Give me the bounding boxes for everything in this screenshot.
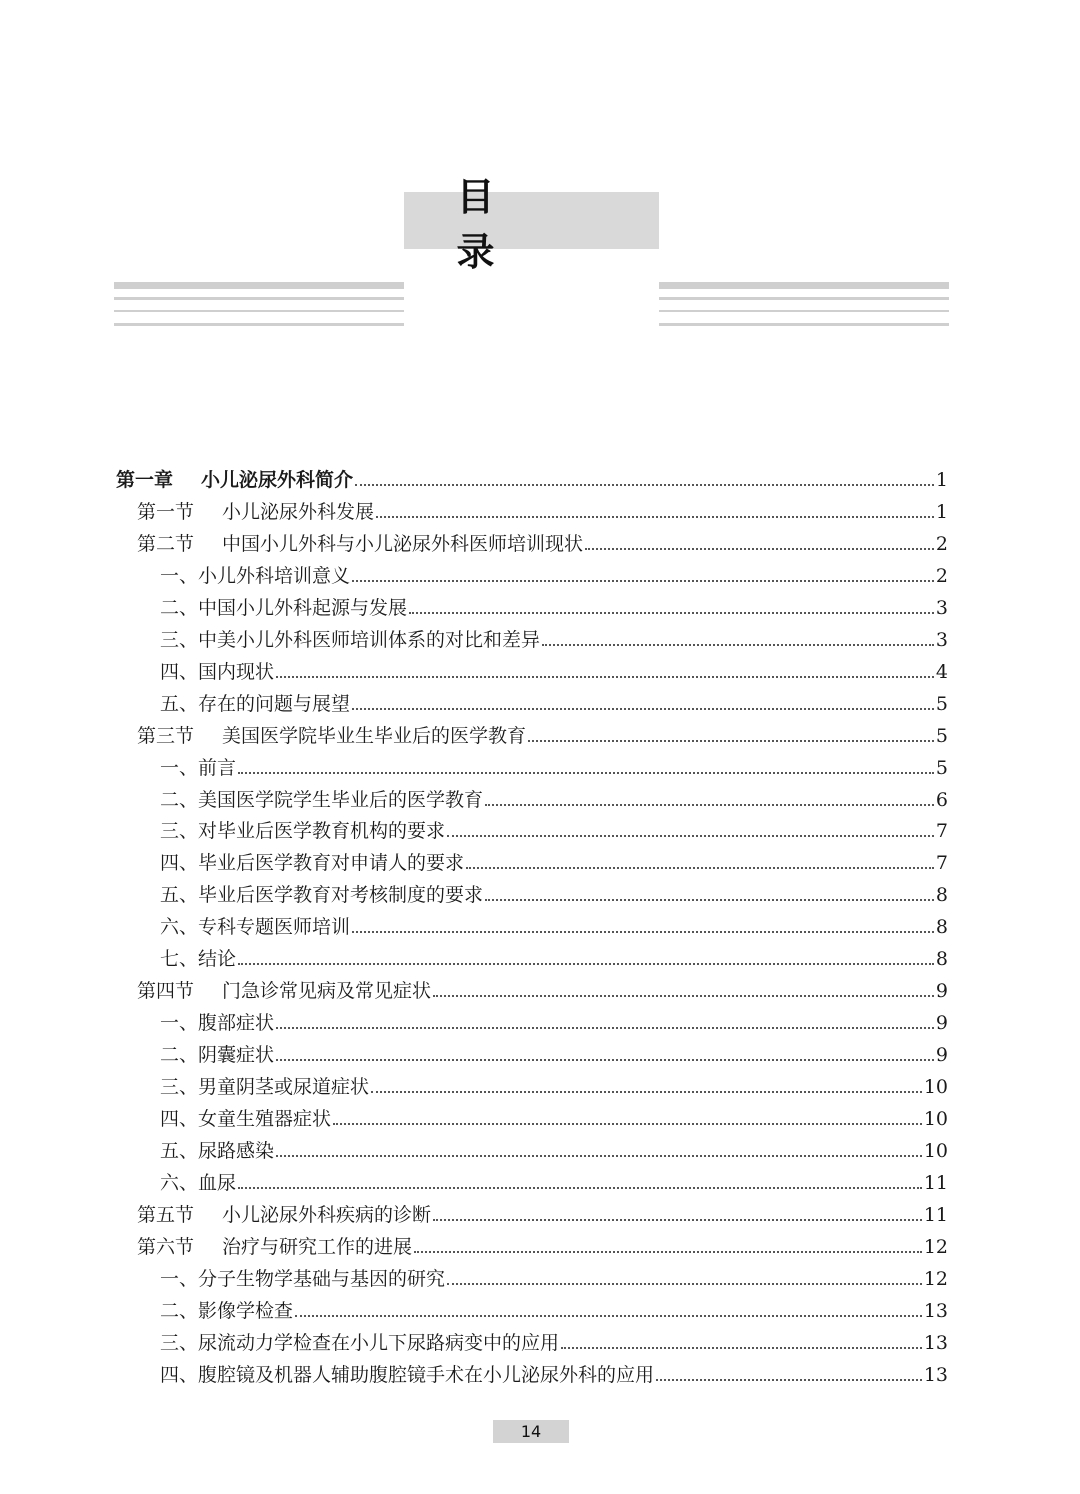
page-title: 目 录 — [404, 192, 659, 249]
toc-entry-label — [137, 724, 526, 748]
dot-leader — [656, 1379, 922, 1381]
toc-entry-prefix: 第一节 — [137, 500, 195, 523]
toc-entry-page: 10 — [923, 1076, 948, 1099]
toc-entry-page: 13 — [923, 1331, 948, 1354]
toc-entry-title: 二、美国医学院学生毕业后的医学教育 — [160, 788, 484, 811]
toc-entry-label — [160, 564, 350, 588]
toc-entry-page: 9 — [935, 1044, 948, 1067]
toc-entry-label — [160, 596, 407, 620]
toc-entry-label — [160, 947, 236, 971]
toc-entry-title: 五、尿路感染 — [160, 1139, 275, 1162]
dot-leader — [238, 963, 934, 965]
toc-entry[interactable] — [160, 879, 948, 907]
toc-entry-title: 六、血尿 — [160, 1171, 237, 1194]
toc-entry-label — [160, 1043, 274, 1067]
toc-entry-label — [137, 532, 583, 556]
toc-entry[interactable] — [160, 1359, 948, 1387]
toc-entry-page: 3 — [935, 596, 948, 619]
toc-entry-page: 11 — [923, 1203, 948, 1226]
toc-entry[interactable] — [160, 1007, 948, 1035]
toc-entry-page: 7 — [935, 852, 948, 875]
toc-entry-title: 七、结论 — [160, 948, 237, 971]
toc-entry-title: 二、影像学检查 — [160, 1299, 294, 1322]
toc-entry-label — [137, 1235, 412, 1259]
toc-entry-page: 3 — [935, 628, 948, 651]
toc-entry-title: 中国小儿外科与小儿泌尿外科医师培训现状 — [222, 532, 584, 555]
toc-entry-label — [160, 851, 464, 875]
toc-entry-page: 8 — [935, 916, 948, 939]
toc-entry-title: 五、毕业后医学教育对考核制度的要求 — [160, 884, 484, 907]
toc-entry-label — [160, 660, 274, 684]
toc-entry-title: 三、对毕业后医学教育机构的要求 — [160, 820, 446, 843]
dot-leader — [352, 931, 934, 933]
toc-entry-title: 治疗与研究工作的进展 — [222, 1235, 413, 1258]
toc-entry-page: 11 — [923, 1171, 948, 1194]
toc-entry-title: 门急诊常见病及常见症状 — [222, 980, 432, 1003]
toc-entry-label — [160, 756, 236, 780]
dot-leader — [466, 867, 934, 869]
toc-entry[interactable] — [160, 656, 948, 684]
toc-entry-page: 10 — [923, 1108, 948, 1130]
toc-entry[interactable] — [160, 943, 948, 971]
toc-entry-page: 2 — [935, 564, 948, 587]
toc-entry-title: 小儿泌尿外科疾病的诊断 — [222, 1203, 432, 1226]
dot-leader — [409, 612, 934, 614]
toc-entry[interactable] — [137, 720, 948, 748]
dot-leader — [276, 1027, 934, 1029]
dot-leader — [371, 1091, 922, 1093]
toc-entry-label — [160, 1011, 274, 1035]
toc-entry-label — [160, 788, 483, 812]
toc-entry-title: 一、分子生物学基础与基因的研究 — [160, 1267, 446, 1290]
toc-entry-label — [116, 468, 353, 492]
toc-entry-page: 12 — [923, 1267, 948, 1290]
toc-entry-label — [160, 628, 540, 652]
toc-entry-page: 1 — [935, 500, 948, 523]
dot-leader — [276, 676, 934, 678]
toc-entry[interactable] — [160, 592, 948, 620]
toc-entry[interactable] — [160, 1071, 948, 1099]
toc-entry-title: 六、专科专题医师培训 — [160, 916, 351, 939]
toc-entry-page: 13 — [923, 1363, 948, 1386]
toc-entry-title: 一、小儿外科培训意义 — [160, 564, 351, 587]
toc-entry-page: 7 — [935, 820, 948, 843]
toc-entry-label — [137, 500, 374, 524]
toc-entry[interactable] — [160, 1295, 948, 1323]
toc-entry-title: 三、中美小儿外科医师培训体系的对比和差异 — [160, 628, 541, 651]
toc-entry-title: 一、前言 — [160, 756, 237, 779]
toc-entry[interactable] — [137, 1199, 948, 1227]
toc-entry-page: 10 — [923, 1139, 948, 1162]
toc-entry[interactable] — [160, 784, 948, 812]
dot-leader — [352, 580, 934, 582]
toc-entry-title: 一、腹部症状 — [160, 1012, 275, 1035]
toc-entry-title: 小儿泌尿外科简介 — [201, 469, 354, 491]
toc-entry[interactable] — [116, 464, 948, 492]
dot-leader — [447, 1283, 922, 1285]
toc-entry-label — [160, 692, 350, 716]
dot-leader — [528, 740, 934, 742]
toc-entry[interactable] — [160, 560, 948, 588]
toc-entry[interactable] — [160, 624, 948, 652]
toc-entry-label — [137, 979, 431, 1003]
dot-leader — [561, 1347, 922, 1349]
toc-entry[interactable] — [160, 752, 948, 780]
toc-entry-page: 13 — [923, 1299, 948, 1322]
page-number: 14 — [493, 1420, 569, 1443]
toc-entry[interactable] — [160, 815, 948, 843]
toc-entry-prefix: 第二节 — [137, 532, 195, 555]
toc-entry-title: 四、国内现状 — [160, 660, 275, 683]
dot-leader — [276, 1155, 922, 1157]
decorative-rules-left — [114, 282, 404, 332]
toc-entry[interactable] — [160, 911, 948, 939]
toc-entry-label — [160, 1331, 559, 1355]
toc-entry-prefix: 第三节 — [137, 724, 195, 747]
dot-leader — [433, 995, 934, 997]
toc-entry-page: 5 — [935, 724, 948, 747]
toc-entry-prefix: 第一章 — [116, 469, 174, 491]
toc-entry-title: 五、存在的问题与展望 — [160, 692, 351, 715]
toc-entry[interactable] — [137, 528, 948, 556]
toc-entry-title: 二、阴囊症状 — [160, 1044, 275, 1067]
toc-entry-page: 12 — [923, 1235, 948, 1258]
dot-leader — [238, 1187, 922, 1189]
toc-entry-label — [160, 1363, 654, 1387]
toc-entry-title: 三、男童阴茎或尿道症状 — [160, 1076, 370, 1099]
toc-entry-title: 小儿泌尿外科发展 — [222, 500, 375, 523]
toc-entry-page: 6 — [935, 788, 948, 811]
dot-leader — [376, 516, 934, 518]
toc-entry-title: 美国医学院毕业生毕业后的医学教育 — [222, 724, 527, 747]
toc-entry[interactable] — [160, 847, 948, 875]
toc-entry[interactable] — [137, 1231, 948, 1259]
toc-entry[interactable] — [137, 496, 948, 524]
dot-leader — [485, 899, 934, 901]
toc-entry[interactable] — [137, 975, 948, 1003]
toc-entry[interactable] — [160, 1263, 948, 1291]
dot-leader — [355, 484, 934, 486]
toc-entry-page: 4 — [935, 660, 948, 683]
toc-entry-page: 9 — [935, 1012, 948, 1035]
toc-entry[interactable] — [160, 1327, 948, 1355]
toc-entry-prefix: 第五节 — [137, 1203, 195, 1226]
decorative-rules-right — [659, 282, 949, 332]
toc-entry-prefix: 第六节 — [137, 1235, 195, 1258]
toc-entry-page: 1 — [935, 469, 948, 491]
dot-leader — [447, 835, 934, 837]
toc-entry[interactable] — [160, 688, 948, 716]
toc-entry-label — [160, 1139, 274, 1163]
toc-entry[interactable] — [160, 1167, 948, 1195]
toc-entry-page: 5 — [935, 692, 948, 715]
toc-entry-label — [137, 1203, 431, 1227]
toc-entry-title: 四、女童生殖器症状 — [160, 1108, 332, 1130]
dot-leader — [585, 548, 934, 550]
dot-leader — [295, 1315, 922, 1317]
toc-entry-label — [160, 1107, 331, 1131]
toc-entry[interactable] — [160, 1039, 948, 1067]
dot-leader — [276, 1059, 934, 1061]
toc-entry-title: 三、尿流动力学检查在小儿下尿路病变中的应用 — [160, 1331, 560, 1354]
toc-entry-page: 8 — [935, 948, 948, 971]
toc-entry-title: 四、毕业后医学教育对申请人的要求 — [160, 852, 465, 875]
toc-entry-prefix: 第四节 — [137, 980, 195, 1003]
toc-entry-title: 二、中国小儿外科起源与发展 — [160, 596, 408, 619]
dot-leader — [238, 772, 934, 774]
toc-entry[interactable] — [160, 1103, 948, 1131]
dot-leader — [414, 1251, 922, 1253]
toc-entry-page: 2 — [935, 532, 948, 555]
toc-entry-label — [160, 1299, 293, 1323]
toc-entry-label — [160, 883, 483, 907]
toc-entry-label — [160, 819, 445, 843]
dot-leader — [433, 1219, 922, 1221]
toc-entry-label — [160, 1267, 445, 1291]
dot-leader — [352, 708, 934, 710]
dot-leader — [485, 804, 934, 806]
toc-entry-label — [160, 915, 350, 939]
toc-entry-page: 9 — [935, 980, 948, 1003]
toc-entry-page: 5 — [935, 756, 948, 779]
toc-entry-title: 四、腹腔镜及机器人辅助腹腔镜手术在小儿泌尿外科的应用 — [160, 1363, 655, 1386]
dot-leader — [333, 1123, 922, 1125]
toc-entry-page: 8 — [935, 884, 948, 907]
toc-entry[interactable] — [160, 1135, 948, 1163]
dot-leader — [542, 644, 934, 646]
toc-entry-label — [160, 1075, 369, 1099]
toc-entry-label — [160, 1171, 236, 1195]
